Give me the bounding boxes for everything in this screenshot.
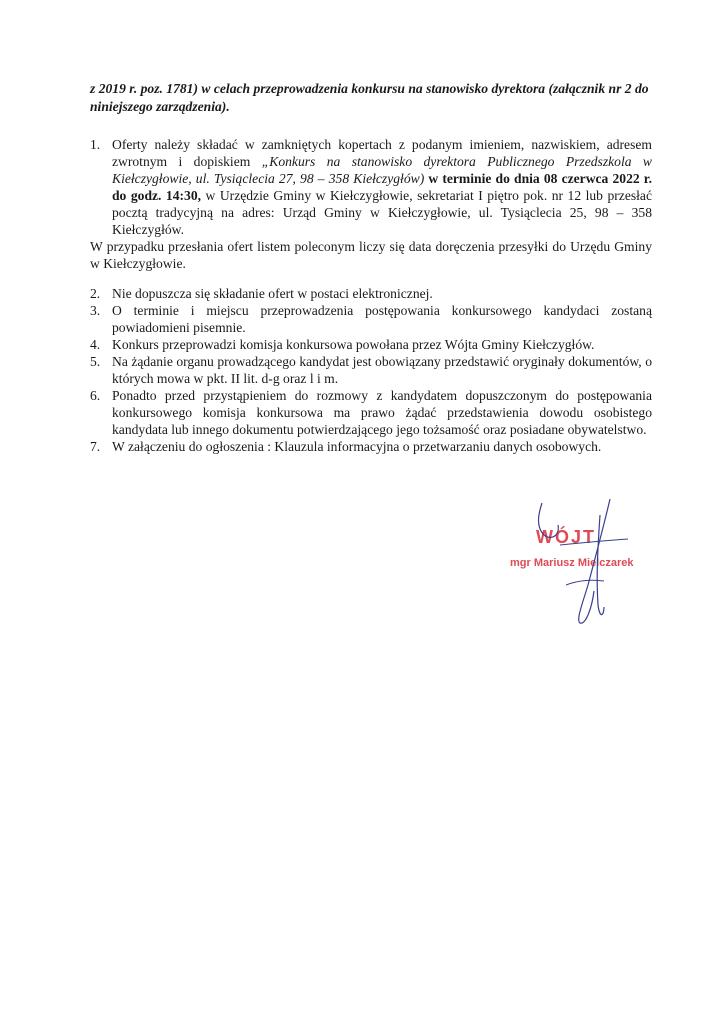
item-number: 6. <box>90 388 101 403</box>
item-text: Konkurs przeprowadzi komisja konkursowa powołana przez Wójta Gminy Kiełczygłów. <box>112 337 595 352</box>
item-number: 2. <box>90 286 101 301</box>
list-item <box>90 336 652 353</box>
item-number: 3. <box>90 303 101 318</box>
signature-stamp <box>500 495 660 630</box>
paragraph-registered-mail: W przypadku przesłania ofert listem poleconym liczy się data doręczenia przesyłki do Urzędu Gminy w Kiełczygłowie. <box>90 239 652 271</box>
items-list <box>90 285 652 455</box>
item-number: 5. <box>90 354 101 369</box>
list-item <box>90 353 652 387</box>
item-1-quoted-label: „Konkurs na stanowisko dyrektora Publicznego Przedszkola w Kiełczygłowie, ul. Tysiąclecia 27, 98 – 358 Kiełczygłów) <box>112 154 652 186</box>
intro-text: z 2019 r. poz. 1781) w celach przeprowadzenia konkursu na stanowisko dyrektora (załącznik nr 2 do niniejszego zarządzenia). <box>90 81 649 114</box>
item-number: 4. <box>90 337 101 352</box>
item-number: 7. <box>90 439 101 454</box>
item-1-text-part2: w Urzędzie Gminy w Kiełczygłowie, sekretariat I piętro pok. nr 12 lub przesłać pocztą tradycyjną na adres: Urząd Gminy w Kiełczygłowie, ul. Tysiąclecia 25, 98 – 358 Kiełczygłów. <box>112 188 652 237</box>
list-item <box>90 302 652 336</box>
item-text: O terminie i miejscu przeprowadzenia postępowania konkursowego kandydaci zostaną powiadomieni pisemnie. <box>112 303 652 335</box>
list-item <box>90 438 652 455</box>
item-text: W załączeniu do ogłoszenia : Klauzula informacyjna o przetwarzaniu danych osobowych. <box>112 439 602 454</box>
item-text: Nie dopuszcza się składanie ofert w postaci elektronicznej. <box>112 286 433 301</box>
item-text: Na żądanie organu prowadzącego kandydat jest obowiązany przedstawić oryginały dokumentów, o których mowa w pkt. II lit. d-g oraz l i m. <box>112 354 652 386</box>
item-text: Ponadto przed przystąpieniem do rozmowy z kandydatem dopuszczonym do postępowania konkursowego komisja konkursowa ma prawo żądać przedstawienia dowodu osobistego kandydata lub innego dokumentu potwierdzającego jego tożsamość oraz posiadane obywatelstwo. <box>112 388 652 437</box>
list-item <box>90 285 652 302</box>
list-item <box>90 136 652 238</box>
item-number: 1. <box>90 137 101 152</box>
item-1-deadline: w terminie do dnia 08 czerwca 2022 r. do godz. 14:30, <box>112 171 652 203</box>
stamp-title: WÓJT <box>536 527 596 547</box>
item-text <box>112 136 652 238</box>
list-item <box>90 387 652 438</box>
item-1-block <box>90 136 652 272</box>
handwritten-signature <box>500 495 660 630</box>
item-1-text-part1: Oferty należy składać w zamkniętych kopertach z podanym imieniem, nazwiskiem, adresem zwrotnym i dopiskiem <box>112 137 652 169</box>
stamp-name: mgr Mariusz Mielczarek <box>510 557 634 569</box>
